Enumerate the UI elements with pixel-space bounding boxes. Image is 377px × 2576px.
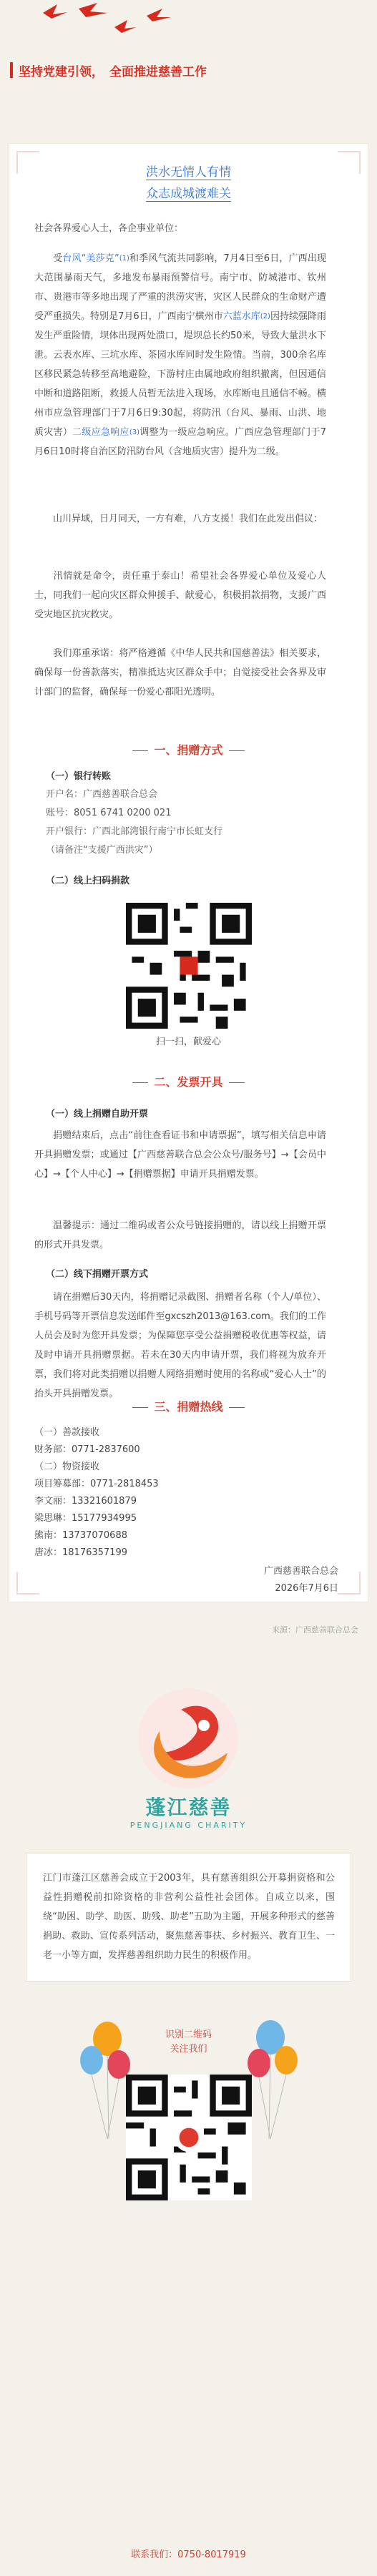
- slogan-bar: [0, 50, 377, 90]
- corner-decoration: [338, 1572, 361, 1595]
- project-phone: 项目筹募部：0771-2818453: [34, 1479, 159, 1489]
- slogan-left: 坚持党建引领，: [19, 64, 104, 79]
- contact-2: 梁思琳：15177934995: [34, 1513, 137, 1524]
- paragraph-2: 山川异域，日月同天，一方有难，八方支援！我们在此发出倡议：: [53, 514, 323, 524]
- invoice-tip: 温馨提示：通过二维码或者公众号链接捐赠的，请以线上捐赠开票的形式开具发票。: [34, 1220, 326, 1250]
- account-number: 账号：8051 6741 0200 021: [46, 808, 172, 818]
- greeting: 社会各界爱心人士，各企事业单位：: [34, 223, 184, 234]
- corner-decoration: [16, 1572, 39, 1595]
- donation-qr-code[interactable]: [126, 903, 252, 1029]
- bank-note: （请备注“支援广西洪灾”）: [46, 845, 158, 856]
- offline-invoice-title: （二）线下捐赠开票方式: [46, 1269, 149, 1280]
- online-donation-title: （二）线上扫码捐款: [46, 876, 130, 886]
- paragraph-4: 我们郑重承诺：将严格遵循《中华人民共和国慈善法》相关要求，确保每一份善款落实，精准抵达灾区群众手中；自觉接受社会各界及审计部门的监督，确保每一份爱心都阳光透明。: [34, 648, 326, 697]
- online-invoice-title: （一）线上捐赠自助开票: [46, 1109, 149, 1120]
- contact-bar: 联系我们：0750-8017919: [131, 2550, 246, 2560]
- slogan-right: 全面推进慈善工作: [109, 64, 207, 79]
- contact-3: 熊南：13737070688: [34, 1530, 127, 1541]
- top-decoration-birds: [0, 0, 377, 57]
- bank-transfer-title: （一）银行转账: [46, 771, 112, 782]
- finance-title: （一）善款接收: [34, 1427, 100, 1438]
- intro-text: 江门市蓬江区慈善会成立于2003年，具有慈善组织公开募捐资格和公益性捐赠税前扣除资格的非营利公益性社会团体。自成立以来，围绕“助困、助学、助医、助残、助老”五助为主题，开展多种形式的慈善捐助、救助、宣传系列活动，聚焦慈善事扶、乡村振兴、教育卫生、一老一小等方面，发挥慈善组织助力民生的积极作用。: [43, 1873, 335, 1961]
- source-note: 来源：广西慈善联合总会: [272, 1625, 358, 1635]
- section-title-donation: 一、捐赠方式: [0, 741, 377, 758]
- account-name: 开户名：广西慈善联合总会: [46, 789, 158, 800]
- paragraph-3: 汛情就是命令，责任重于泰山！希望社会各界爱心单位及爱心人士，同我们一起向灾区群众伸援手、献爱心，积极捐款捐物，支援广西受灾地区抗灾救灾。: [34, 571, 326, 620]
- heading-line-2: 众志成城渡难关: [146, 187, 231, 201]
- heading-line-1: 洪水无情人有情: [146, 165, 231, 180]
- section-title-hotline: 三、捐赠热线: [0, 1398, 377, 1414]
- goods-title: （二）物资接收: [34, 1461, 100, 1472]
- contact-4: 唐冰：18176357199: [34, 1547, 127, 1558]
- logo-title: 蓬江慈善: [145, 1796, 232, 1819]
- signature-date: 2026年7月6日: [275, 1583, 338, 1594]
- online-invoice-text: 捐赠结束后，点击“前往查看证书和申请票据”，填写相关信息申请开具捐赠发票；或通过【广西慈善联合总会公众号/服务号】→【会员中心】→【个人中心】→【捐赠票据】申请开具捐赠发票。: [34, 1130, 326, 1180]
- finance-phone: 财务部：0771-2837600: [34, 1444, 140, 1455]
- slogan-mark: [10, 62, 13, 78]
- offline-invoice-text: 请在捐赠后30天内，将捐赠记录截图、捐赠者名称（个人/单位）、手机号码等开票信息发送邮件至gxcszh2013@163.com。我们的工作人员会及时为您开具发票；为保障您享受公益捐赠税收优惠等权益，请及时申请开具捐赠票据。若未在30天内申请开票，我们将视为放弃开票，我们将对此类捐赠以捐赠人网络捐赠时使用的名称或“爱心人士”的抬头开具捐赠发票。: [34, 1292, 326, 1399]
- logo-subtitle: PENGJIANG CHARITY: [129, 1821, 248, 1830]
- bank-name: 开户银行：广西北部湾银行南宁市长虹支行: [46, 826, 223, 837]
- contact-1: 李文丽：13321601879: [34, 1496, 137, 1507]
- paragraph-1: 受台风“美莎克”$^{(1)}$和季风气流共同影响，7月4日至6日，广西出现大范围暴雨天气，多地发布暴雨预警信号。南宁市、防城港市、钦州市、贵港市等多地出现了严重的洪涝灾害，灾区人民群众的生命财产遭受严重损失。特别是7月6日，广西南宁横州市六蓝水库$^{(2)}$因持续强降雨发生严重险情，坝体出现两处溃口，堤坝总长约50米，导致大量洪水下泄。云表水库、三坑水库、茶园水库同时发生险情。当前，300余名库区移民紧急转移至高地避险，下游村庄由属地政府组织撤离，但因通信中断和道路阻断，救援人员暂无法进入现场，水库断电且通信不畅。横州市应急管理部门于7月6日9:30起，将防汛（台风、暴雨、山洪、地质灾害）二级应急响应$^{(3)}$调整为一级应急响应。广西应急管理部门于7月6日10时将自治区防汛防台风（含地质灾害）提升为二级。: [34, 253, 326, 457]
- qr-caption-follow: 识别二维码 关注我们: [165, 2029, 212, 2055]
- qr-caption: 扫一扫，献爱心: [155, 1037, 221, 1047]
- follow-qr-code[interactable]: [126, 2075, 252, 2200]
- section-title-invoice: 二、发票开具: [0, 1073, 377, 1089]
- signature-org: 广西慈善联合总会: [263, 1566, 338, 1577]
